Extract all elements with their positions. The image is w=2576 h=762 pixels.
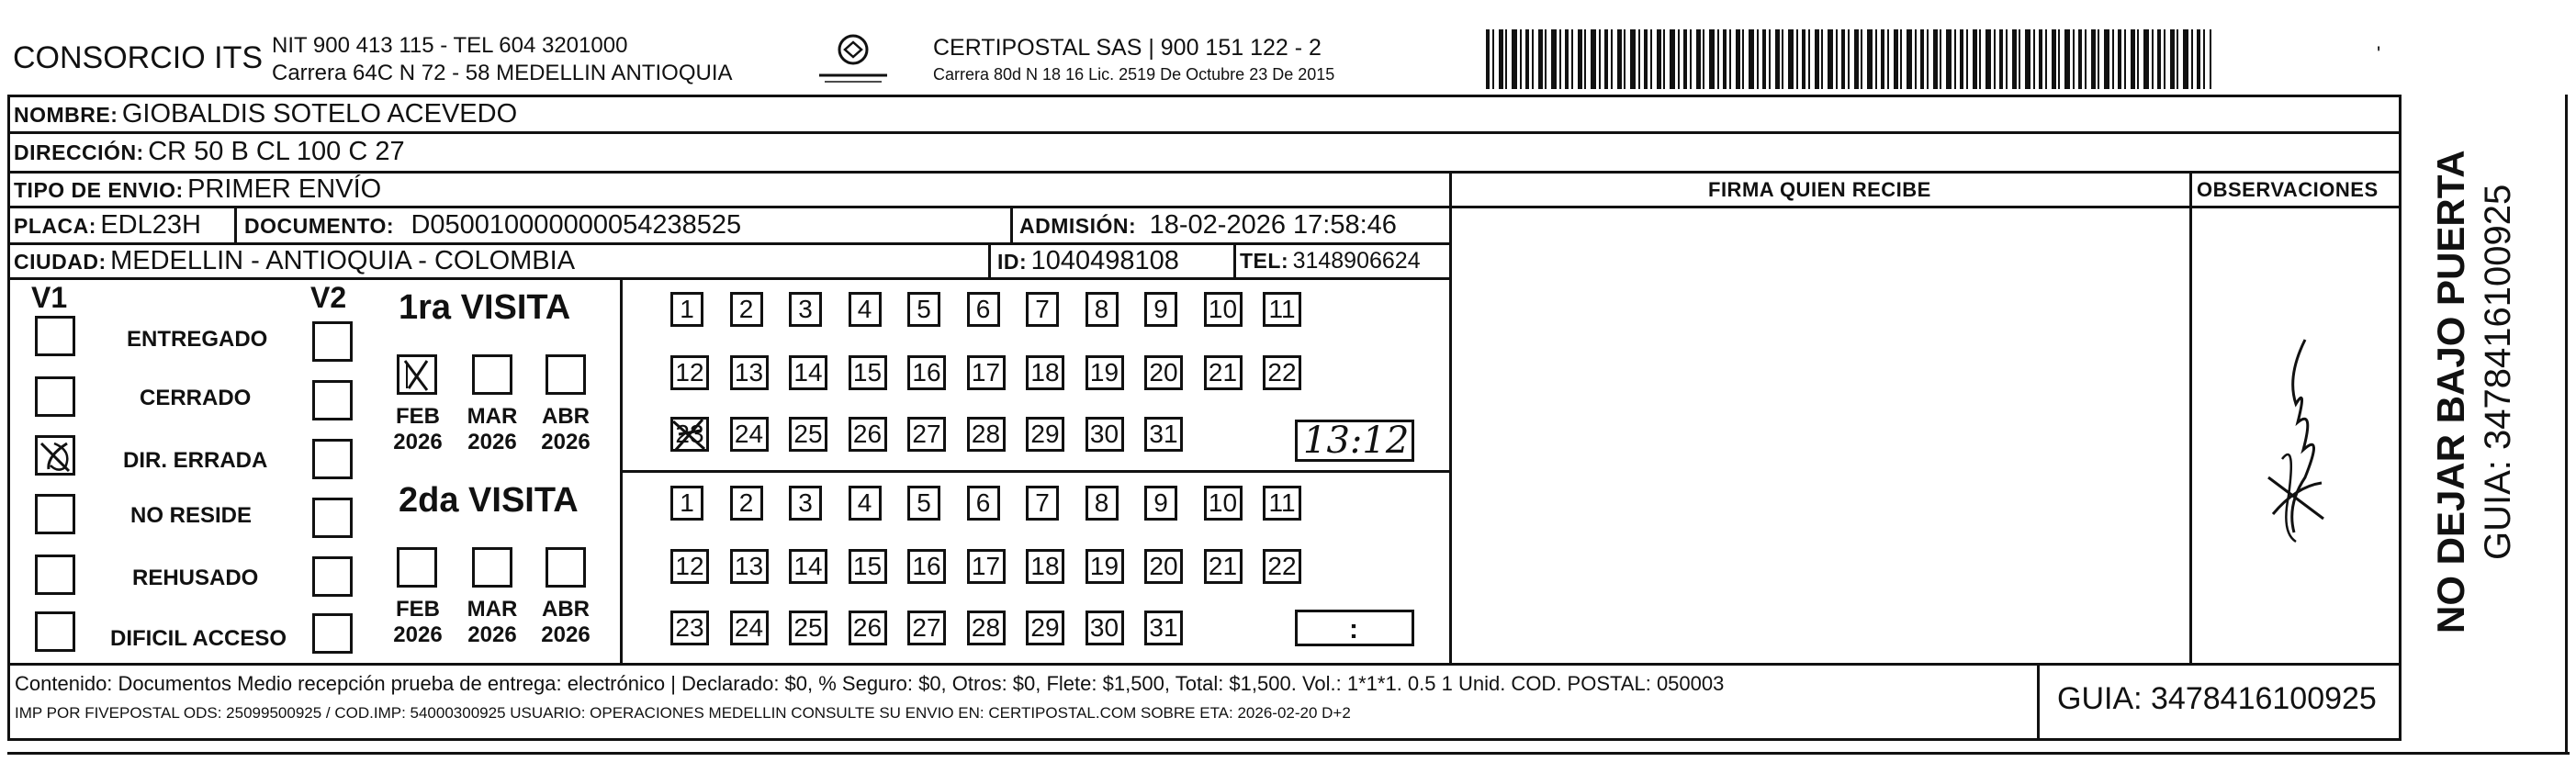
v2-checkbox-cerrado[interactable]: [312, 380, 353, 420]
visit2-day-8[interactable]: 8: [1086, 486, 1119, 521]
visit1-day-13[interactable]: 13: [730, 355, 769, 390]
visit1-day-11[interactable]: 11: [1263, 292, 1301, 327]
visit1-day-1[interactable]: 1: [670, 292, 703, 327]
status-cerrado: CERRADO: [140, 386, 252, 410]
visit2-day-24[interactable]: 24: [730, 611, 769, 645]
col-divider-obs: [2189, 171, 2192, 665]
visit1-month-mar: MAR: [467, 404, 518, 429]
visit1-day-25[interactable]: 25: [789, 417, 827, 452]
footer-guia-divider: [2037, 663, 2040, 740]
barcode: [1486, 29, 2211, 89]
placa-label: PLACA:: [14, 214, 96, 238]
visit1-day-9[interactable]: 9: [1144, 292, 1177, 327]
visit2-time-box[interactable]: [1295, 610, 1414, 646]
visit2-year-abr: 2026: [541, 622, 591, 647]
visit2-day-27[interactable]: 27: [907, 611, 946, 645]
visit1-day-12[interactable]: 12: [670, 355, 709, 390]
handwritten-x-icon: [669, 416, 708, 453]
visit2-day-10[interactable]: 10: [1204, 486, 1243, 521]
visit-divider: [620, 470, 1451, 473]
visit2-day-13[interactable]: 13: [730, 549, 769, 584]
v1-checkbox-no-reside[interactable]: [35, 494, 75, 534]
carrier-address: Carrera 80d N 18 16 Lic. 2519 De Octubre 23 De 2015: [933, 65, 1335, 84]
visit1-year-abr: 2026: [541, 429, 591, 454]
visit2-time-placeholder: :: [1349, 614, 1358, 644]
visit2-day-26[interactable]: 26: [849, 611, 887, 645]
placa-divider: [234, 206, 237, 244]
tel-label: TEL:: [1240, 249, 1289, 273]
visit2-day-30[interactable]: 30: [1086, 611, 1124, 645]
visit1-day-14[interactable]: 14: [789, 355, 827, 390]
visit2-day-31[interactable]: 31: [1144, 611, 1183, 645]
visit2-day-23[interactable]: 23: [670, 611, 709, 645]
visit1-day-8[interactable]: 8: [1086, 292, 1119, 327]
visit2-month-mar: MAR: [467, 597, 518, 622]
id-divider: [988, 242, 991, 279]
visit2-day-2[interactable]: 2: [730, 486, 763, 521]
visit1-day-20[interactable]: 20: [1144, 355, 1183, 390]
visit1-day-23-label: 23: [675, 420, 704, 448]
footer-guia: GUIA: 3478416100925: [2057, 681, 2377, 716]
row-divider-1: [7, 131, 2402, 134]
company-name: CONSORCIO ITS: [13, 40, 264, 75]
visit1-month-abr-checkbox[interactable]: [546, 354, 586, 395]
visit1-day-10[interactable]: 10: [1204, 292, 1243, 327]
col-divider-firma: [1449, 171, 1452, 665]
visit2-day-5[interactable]: 5: [907, 486, 940, 521]
documento-label: DOCUMENTO:: [244, 214, 395, 238]
company-address: Carrera 64C N 72 - 58 MEDELLIN ANTIOQUIA: [272, 61, 733, 85]
visit1-day-31[interactable]: 31: [1144, 417, 1183, 452]
tick-mark: ': [2377, 42, 2381, 65]
v1-checkbox-dificil-acceso[interactable]: [35, 611, 75, 652]
bottom-border: [7, 752, 2570, 755]
visit1-day-7[interactable]: 7: [1026, 292, 1059, 327]
tipo-envio-value: PRIMER ENVÍO: [187, 174, 382, 204]
visit2-day-20[interactable]: 20: [1144, 549, 1183, 584]
visit1-month-abr: ABR: [542, 404, 590, 429]
visit2-day-7[interactable]: 7: [1026, 486, 1059, 521]
row-divider-main: [7, 663, 2402, 666]
visit2-year-feb: 2026: [393, 622, 443, 647]
v1-label: V1: [31, 281, 68, 314]
visit2-day-4[interactable]: 4: [849, 486, 882, 521]
placa-value: EDL23H: [100, 210, 201, 240]
visit1-day-4[interactable]: 4: [849, 292, 882, 327]
nombre-label: NOMBRE:: [14, 103, 118, 127]
id-value: 1040498108: [1030, 246, 1179, 275]
status-no-reside: NO RESIDE: [130, 503, 253, 528]
visit2-day-22[interactable]: 22: [1263, 549, 1301, 584]
visit2-year-mar: 2026: [467, 622, 517, 647]
visit2-day-28[interactable]: 28: [967, 611, 1006, 645]
v1-checkbox-dir-errada[interactable]: [35, 435, 75, 476]
direccion-label: DIRECCIÓN:: [14, 140, 144, 164]
footer-imp: IMP POR FIVEPOSTAL ODS: 25099500925 / COD.IMP: 54000300925 USUARIO: OPERACIONES MEDELLIN CONSULTE SU ENVIO EN: CERTIPOSTAL.COM SOBRE ETA: 2026-02-20 D+2: [15, 704, 1351, 722]
row-divider-2: [7, 171, 2402, 174]
admision-divider: [1010, 206, 1013, 244]
company-nit: NIT 900 413 115 - TEL 604 3201000: [272, 33, 628, 58]
visit2-day-16[interactable]: 16: [907, 549, 946, 584]
visit2-day-19[interactable]: 19: [1086, 549, 1124, 584]
visit1-day-29[interactable]: 29: [1026, 417, 1064, 452]
carrier-name: CERTIPOSTAL SAS | 900 151 122 - 2: [933, 35, 1322, 61]
v1-checkbox-rehusado[interactable]: [35, 555, 75, 595]
visit1-day-22[interactable]: 22: [1263, 355, 1301, 390]
footer-contenido: Contenido: Documentos Medio recepción prueba de entrega: electrónico | Declarado: $0, % Seguro: $0, Otros: $0, Flete: $1,500, Total: $1,500. Vol.: 1*1*1. 0.5 1 Unid. COD. POSTAL: 050003: [15, 672, 1725, 695]
visit1-day-5[interactable]: 5: [907, 292, 940, 327]
visit1-day-3[interactable]: 3: [789, 292, 822, 327]
tel-divider: [1233, 242, 1236, 279]
visit1-day-24[interactable]: 24: [730, 417, 769, 452]
observaciones-header: OBSERVACIONES: [2197, 178, 2379, 201]
visit2-day-15[interactable]: 15: [849, 549, 887, 584]
visit1-day-17[interactable]: 17: [967, 355, 1006, 390]
status-entregado: ENTREGADO: [127, 327, 268, 352]
status-dificil-acceso: DIFICIL ACCESO: [110, 626, 287, 651]
visit1-day-16[interactable]: 16: [907, 355, 946, 390]
v2-checkbox-dir-errada[interactable]: [312, 439, 353, 479]
nombre-value: GIOBALDIS SOTELO ACEVEDO: [121, 99, 518, 129]
visit2-day-6[interactable]: 6: [967, 486, 1000, 521]
visit2-month-abr-checkbox[interactable]: [546, 547, 586, 588]
status-dir-errada: DIR. ERRADA: [123, 448, 268, 473]
v1-checkbox-entregado[interactable]: [35, 316, 75, 356]
visit2-day-12[interactable]: 12: [670, 549, 709, 584]
visit2-month-feb-checkbox[interactable]: [397, 547, 437, 588]
visit1-time-handwritten: 13:12: [1303, 420, 1410, 462]
visit1-day-28[interactable]: 28: [967, 417, 1006, 452]
visit1-month-mar-checkbox[interactable]: [472, 354, 512, 395]
status-rehusado: REHUSADO: [132, 566, 259, 590]
visit1-month-feb: FEB: [396, 404, 440, 429]
visit1-day-23[interactable]: [670, 417, 709, 452]
visit1-title: 1ra VISITA: [399, 288, 571, 327]
visit2-month-feb: FEB: [396, 597, 440, 622]
visit2-day-18[interactable]: 18: [1026, 549, 1064, 584]
visit2-day-9[interactable]: 9: [1144, 486, 1177, 521]
v2-checkbox-entregado[interactable]: [312, 321, 353, 362]
v2-checkbox-dificil-acceso[interactable]: [312, 613, 353, 654]
visit1-day-19[interactable]: 19: [1086, 355, 1124, 390]
id-label: ID:: [997, 250, 1028, 274]
v1-checkbox-cerrado[interactable]: [35, 376, 75, 417]
certipostal-logo-icon: [812, 31, 894, 86]
direccion-value: CR 50 B CL 100 C 27: [148, 137, 405, 166]
v2-checkbox-rehusado[interactable]: [312, 556, 353, 597]
ciudad-label: CIUDAD:: [14, 250, 107, 274]
v2-label: V2: [310, 281, 347, 314]
no-dejar-warning: NO DEJAR BAJO PUERTA: [2429, 150, 2472, 633]
v2-checkbox-no-reside[interactable]: [312, 498, 353, 538]
right-border: [2565, 95, 2568, 755]
visit1-day-27[interactable]: 27: [907, 417, 946, 452]
visit1-day-2[interactable]: 2: [730, 292, 763, 327]
visit1-day-26[interactable]: 26: [849, 417, 887, 452]
visit1-year-feb: 2026: [393, 429, 443, 454]
handwritten-check-icon: [38, 438, 74, 475]
visit1-year-mar: 2026: [467, 429, 517, 454]
visit2-day-21[interactable]: 21: [1204, 549, 1243, 584]
visit1-day-21[interactable]: 21: [1204, 355, 1243, 390]
visit2-day-1[interactable]: 1: [670, 486, 703, 521]
visit1-day-18[interactable]: 18: [1026, 355, 1064, 390]
signature: [2241, 321, 2342, 551]
visit1-day-15[interactable]: 15: [849, 355, 887, 390]
admision-label: ADMISIÓN:: [1019, 214, 1137, 238]
tipo-envio-label: TIPO DE ENVIO:: [14, 178, 184, 202]
visit-label-divider: [620, 277, 623, 663]
documento-value: D050010000000054238525: [411, 210, 742, 240]
visit2-title: 2da VISITA: [399, 481, 579, 520]
tel-value: 3148906624: [1292, 248, 1421, 274]
visit2-day-25[interactable]: 25: [789, 611, 827, 645]
visit2-month-mar-checkbox[interactable]: [472, 547, 512, 588]
ciudad-value: MEDELLIN - ANTIOQUIA - COLOMBIA: [110, 246, 576, 275]
visit2-day-29[interactable]: 29: [1026, 611, 1064, 645]
visit2-day-3[interactable]: 3: [789, 486, 822, 521]
visit1-month-feb-checkbox[interactable]: [397, 354, 437, 395]
visit1-time-box[interactable]: [1295, 420, 1414, 462]
visit2-day-14[interactable]: 14: [789, 549, 827, 584]
visit2-month-abr: ABR: [542, 597, 590, 622]
admision-value: 18-02-2026 17:58:46: [1149, 210, 1397, 240]
visit2-day-17[interactable]: 17: [967, 549, 1006, 584]
visit1-day-6[interactable]: 6: [967, 292, 1000, 327]
handwritten-x-icon: [399, 357, 436, 394]
firma-header: FIRMA QUIEN RECIBE: [1708, 178, 1931, 201]
visit2-day-11[interactable]: 11: [1263, 486, 1301, 521]
visit1-day-30[interactable]: 30: [1086, 417, 1124, 452]
side-guia: GUIA: 3478416100925: [2478, 184, 2518, 560]
firma-header-divider: [1449, 206, 2402, 208]
